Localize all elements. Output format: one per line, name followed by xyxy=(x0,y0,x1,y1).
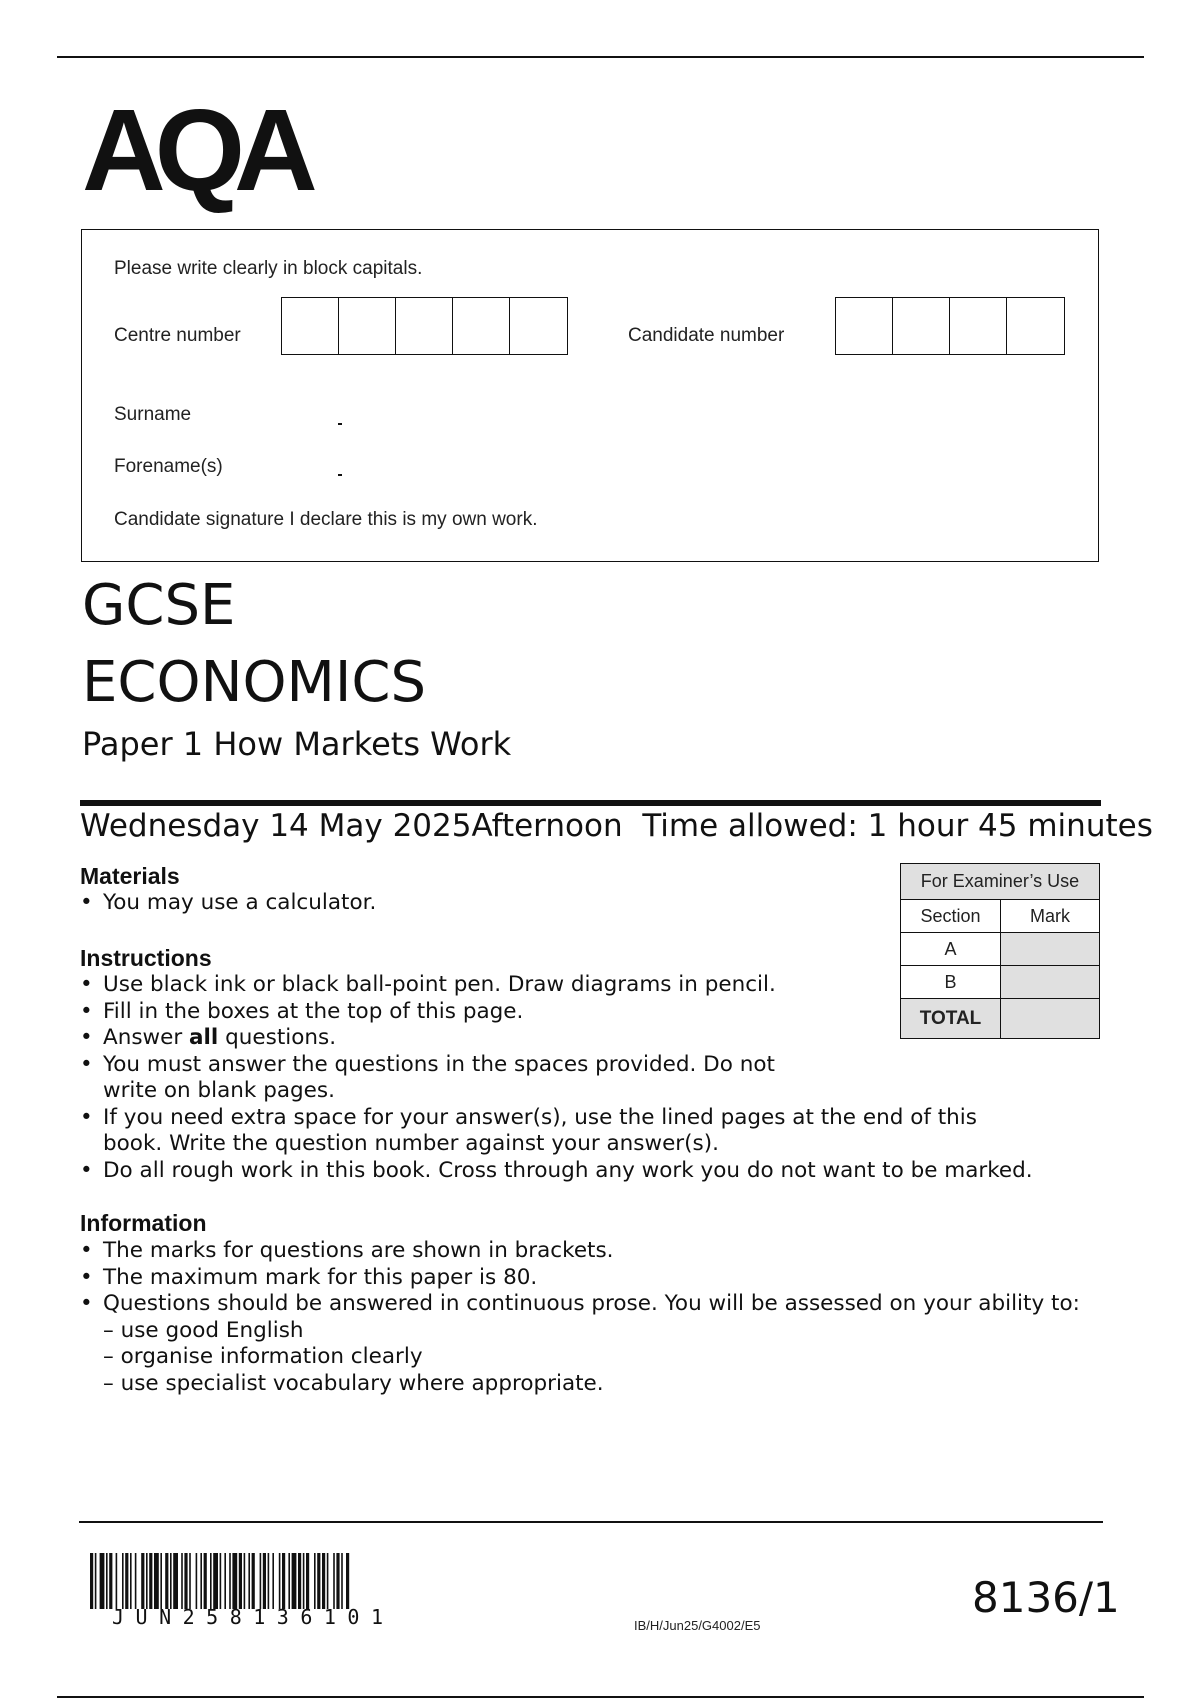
list-item: • You may use a calculator. xyxy=(80,890,376,917)
barcode-bar xyxy=(224,1553,226,1609)
barcode-bar xyxy=(248,1553,250,1609)
barcode-bar xyxy=(204,1553,207,1609)
barcode-bar xyxy=(306,1553,309,1609)
barcode-bar xyxy=(292,1553,297,1609)
list-item-text: Answer xyxy=(103,1025,190,1050)
list-item: • Do all rough work in this book. Cross through any work you do not want to be marked. xyxy=(80,1158,1033,1185)
aqa-logo: AQA xyxy=(82,85,307,215)
list-item-text: You must answer the questions in the spaces provided. Do not xyxy=(103,1051,775,1077)
barcode-bar xyxy=(109,1553,112,1609)
paper-title: Paper 1 How Markets Work xyxy=(82,725,512,763)
barcode-bar xyxy=(288,1553,290,1609)
candidate-number-boxes xyxy=(835,297,1065,355)
total-label: TOTAL xyxy=(901,999,1001,1039)
list-item: • Fill in the boxes at the top of this page. xyxy=(80,999,1033,1026)
barcode-bar xyxy=(263,1553,266,1609)
instructions-list xyxy=(80,972,1033,1184)
information-list xyxy=(80,1238,1080,1397)
reference-code: IB/H/Jun25/G4002/E5 xyxy=(634,1618,761,1633)
section-b-mark xyxy=(1001,966,1100,999)
list-item xyxy=(80,1105,1033,1158)
barcode-bar xyxy=(170,1553,172,1609)
candidate-number-digit-box[interactable] xyxy=(950,298,1007,354)
surname-field[interactable] xyxy=(338,423,342,425)
barcode-bar xyxy=(336,1553,339,1609)
barcode-bar xyxy=(189,1553,191,1609)
footer-rule xyxy=(79,1521,1103,1523)
barcode-bar xyxy=(160,1553,162,1609)
section-a-mark xyxy=(1001,933,1100,966)
mark-column-header: Mark xyxy=(1001,900,1100,933)
information-heading: Information xyxy=(80,1210,207,1236)
barcode-bar xyxy=(341,1553,343,1609)
barcode-bar xyxy=(130,1553,132,1609)
list-item: • The marks for questions are shown in brackets. xyxy=(80,1238,1080,1265)
exam-date-line xyxy=(80,808,1153,845)
barcode-bar xyxy=(200,1553,202,1609)
barcode-bar xyxy=(173,1553,178,1609)
exam-session: Afternoon xyxy=(471,808,623,844)
exam-date: Wednesday 14 May 2025 xyxy=(80,808,472,844)
barcode-bar xyxy=(239,1553,242,1609)
barcode-bar xyxy=(196,1553,198,1609)
barcode-bar xyxy=(165,1553,168,1609)
subject-title: ECONOMICS xyxy=(82,650,427,715)
list-sub-item: – organise information clearly xyxy=(103,1344,423,1369)
candidate-details-box xyxy=(81,229,1099,562)
barcode-bar xyxy=(122,1553,124,1609)
list-item-text: questions. xyxy=(218,1025,337,1050)
list-item: • Questions should be answered in continuous prose. You will be assessed on your ability to: xyxy=(80,1291,1080,1318)
barcode-bar xyxy=(268,1553,270,1609)
title-divider xyxy=(80,800,1101,806)
top-rule xyxy=(57,56,1144,58)
qualification-title: GCSE xyxy=(82,573,236,638)
candidate-number-label: Candidate number xyxy=(628,325,785,346)
signature-label: Candidate signature I declare this is my own work. xyxy=(114,509,538,530)
list-item-text: write on blank pages. xyxy=(103,1078,335,1103)
barcode-bar xyxy=(181,1553,183,1609)
list-item: • Use black ink or black ball-point pen. Draw diagrams in pencil. xyxy=(80,972,1033,999)
barcode-bar xyxy=(322,1553,325,1609)
barcode-bar xyxy=(213,1553,218,1609)
barcode-bar xyxy=(90,1553,93,1609)
list-item xyxy=(80,1025,1033,1052)
centre-number-boxes xyxy=(281,297,568,355)
candidate-number-digit-box[interactable] xyxy=(893,298,950,354)
barcode-bar xyxy=(232,1553,237,1609)
list-item-text: book. Write the question number against your answer(s). xyxy=(103,1131,719,1156)
materials-list xyxy=(80,890,376,917)
barcode-bar xyxy=(106,1553,108,1609)
forenames-field[interactable] xyxy=(338,474,342,476)
block-capitals-instruction: Please write clearly in block capitals. xyxy=(114,258,423,279)
total-mark xyxy=(1001,999,1100,1039)
barcode-bar xyxy=(95,1553,97,1609)
barcode-bar xyxy=(210,1553,212,1609)
materials-heading: Materials xyxy=(80,863,180,889)
barcode-bar xyxy=(282,1553,285,1609)
barcode-text: JUN258136101 xyxy=(112,1605,395,1629)
centre-number-digit-box[interactable] xyxy=(396,298,453,354)
candidate-number-digit-box[interactable] xyxy=(836,298,893,354)
barcode-bar xyxy=(141,1553,144,1609)
instructions-heading: Instructions xyxy=(80,945,212,971)
barcode-bar xyxy=(303,1553,305,1609)
barcode-bar xyxy=(298,1553,301,1609)
section-b-cell: B xyxy=(901,966,1001,999)
list-sub-item: – use specialist vocabulary where appropriate. xyxy=(103,1370,604,1396)
barcode-bar xyxy=(220,1553,222,1609)
barcode-bar xyxy=(252,1553,255,1609)
list-item-text: If you need extra space for your answer(s), use the lined pages at the end of this xyxy=(103,1104,977,1130)
centre-number-digit-box[interactable] xyxy=(510,298,567,354)
examiner-table-header: For Examiner’s Use xyxy=(901,864,1100,900)
centre-number-digit-box[interactable] xyxy=(453,298,510,354)
barcode-bar xyxy=(184,1553,187,1609)
emphasis-text: all xyxy=(189,1025,219,1050)
section-a-cell: A xyxy=(901,933,1001,966)
list-item xyxy=(80,1052,1033,1105)
barcode-bar xyxy=(314,1553,316,1609)
section-column-header: Section xyxy=(901,900,1001,933)
barcode-bar xyxy=(125,1553,128,1609)
bottom-rule xyxy=(57,1696,1144,1698)
barcode-bar xyxy=(260,1553,262,1609)
barcode-bar xyxy=(272,1553,274,1609)
centre-number-digit-box[interactable] xyxy=(282,298,339,354)
barcode-bar xyxy=(317,1553,320,1609)
barcode xyxy=(90,1553,475,1609)
time-allowed: Time allowed: 1 hour 45 minutes xyxy=(642,808,1153,844)
list-item: • The maximum mark for this paper is 80. xyxy=(80,1265,1080,1292)
barcode-bar xyxy=(100,1553,105,1609)
barcode-bar xyxy=(327,1553,329,1609)
barcode-bar xyxy=(346,1553,349,1609)
barcode-bar xyxy=(149,1553,152,1609)
barcode-bar xyxy=(279,1553,281,1609)
barcode-bar xyxy=(135,1553,137,1609)
centre-number-label: Centre number xyxy=(114,325,241,346)
paper-code: 8136/1 xyxy=(972,1573,1120,1622)
barcode-bar xyxy=(116,1553,118,1609)
centre-number-digit-box[interactable] xyxy=(339,298,396,354)
barcode-bar xyxy=(146,1553,148,1609)
barcode-bar xyxy=(244,1553,246,1609)
candidate-number-digit-box[interactable] xyxy=(1007,298,1064,354)
barcode-bar xyxy=(229,1553,231,1609)
surname-label: Surname xyxy=(114,404,192,425)
barcode-bar xyxy=(154,1553,159,1609)
barcode-bar xyxy=(333,1553,335,1609)
forenames-label: Forename(s) xyxy=(114,456,223,477)
examiner-use-table xyxy=(900,863,1100,1039)
list-sub-item: – use good English xyxy=(103,1317,304,1343)
